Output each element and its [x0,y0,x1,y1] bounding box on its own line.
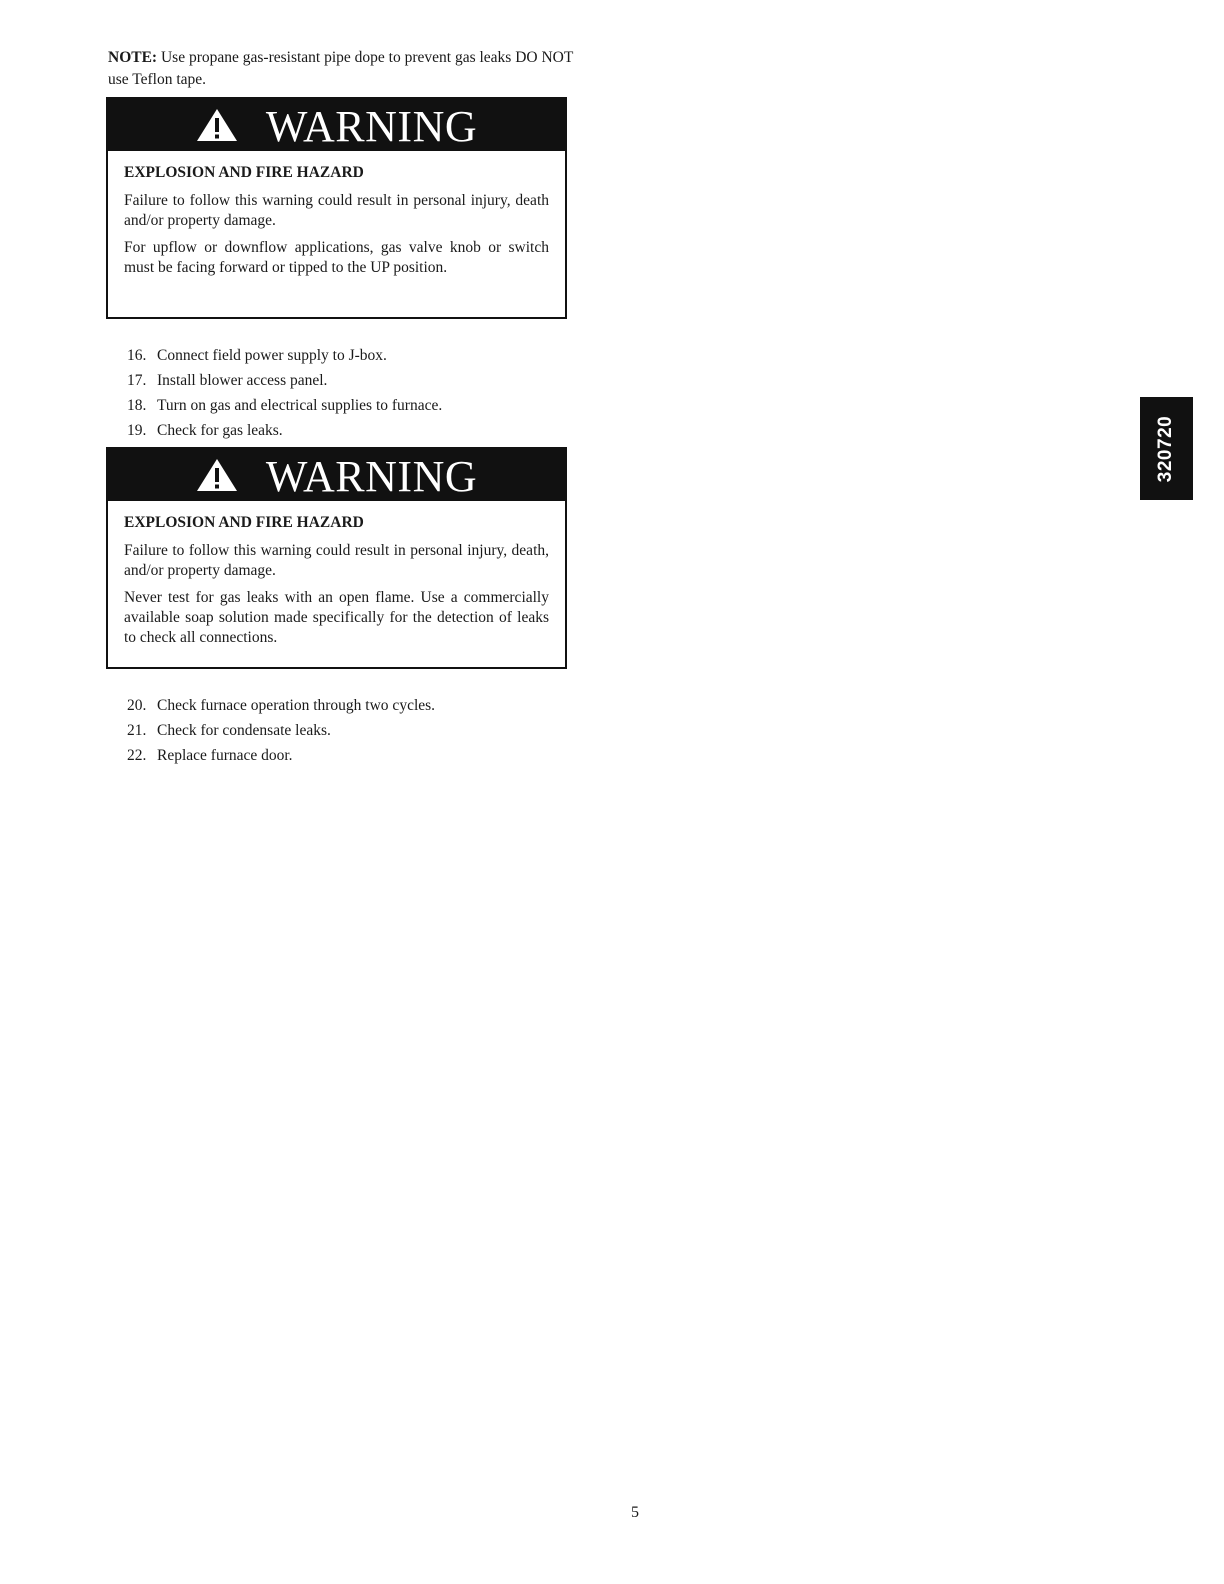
step-number: 17. [127,372,147,389]
warning-paragraph: Failure to follow this warning could result in personal injury, death, and/or property damage. [124,542,549,579]
warning-box-leaks [106,447,567,669]
warning-body [108,151,565,278]
hazard-heading: EXPLOSION AND FIRE HAZARD [124,164,364,181]
list-item [127,418,442,443]
step-text: Check furnace operation through two cycles. [157,697,436,714]
step-text: Check for condensate leaks. [157,722,331,739]
steps-list [127,343,442,443]
list-item [127,393,442,418]
step-number: 22. [127,747,147,764]
note-paragraph [108,47,578,91]
list-item [127,718,435,743]
list-item [127,743,435,768]
step-text: Turn on gas and electrical supplies to furnace. [157,397,443,414]
page-number: 5 [631,1504,639,1521]
warning-paragraph: Never test for gas leaks with an open flame. Use a commercially available soap solution made specifically for the detection of leaks to check all connections. [124,589,549,646]
list-item [127,693,435,718]
warning-header [108,99,565,151]
note-label: NOTE: [108,49,158,66]
step-number: 20. [127,697,147,714]
step-text: Check for gas leaks. [157,422,283,439]
step-number: 18. [127,397,147,414]
side-tab [1140,397,1193,500]
side-tab-label: 320720 [1155,415,1177,482]
note-text: Use propane gas-resistant pipe dope to prevent gas leaks DO NOT use Teflon tape. [108,49,574,88]
warning-box-valve [106,97,567,319]
list-item [127,343,442,368]
warning-paragraph: For upflow or downflow applications, gas valve knob or switch must be facing forward or tipped to the UP position. [124,239,549,276]
warning-body [108,501,565,648]
list-item [127,368,442,393]
hazard-heading: EXPLOSION AND FIRE HAZARD [124,514,364,531]
warning-title: WARNING [265,102,478,151]
step-text: Replace furnace door. [157,747,293,764]
step-text: Install blower access panel. [157,372,328,389]
warning-paragraph: Failure to follow this warning could result in personal injury, death and/or property damage. [124,192,549,229]
warning-header [108,449,565,501]
warning-title: WARNING [265,452,478,501]
warning-triangle-icon [196,108,238,142]
step-number: 21. [127,722,147,739]
warning-triangle-icon [196,458,238,492]
step-number: 16. [127,347,147,364]
step-text: Connect field power supply to J-box. [157,347,387,364]
steps-list [127,693,435,768]
step-number: 19. [127,422,147,439]
